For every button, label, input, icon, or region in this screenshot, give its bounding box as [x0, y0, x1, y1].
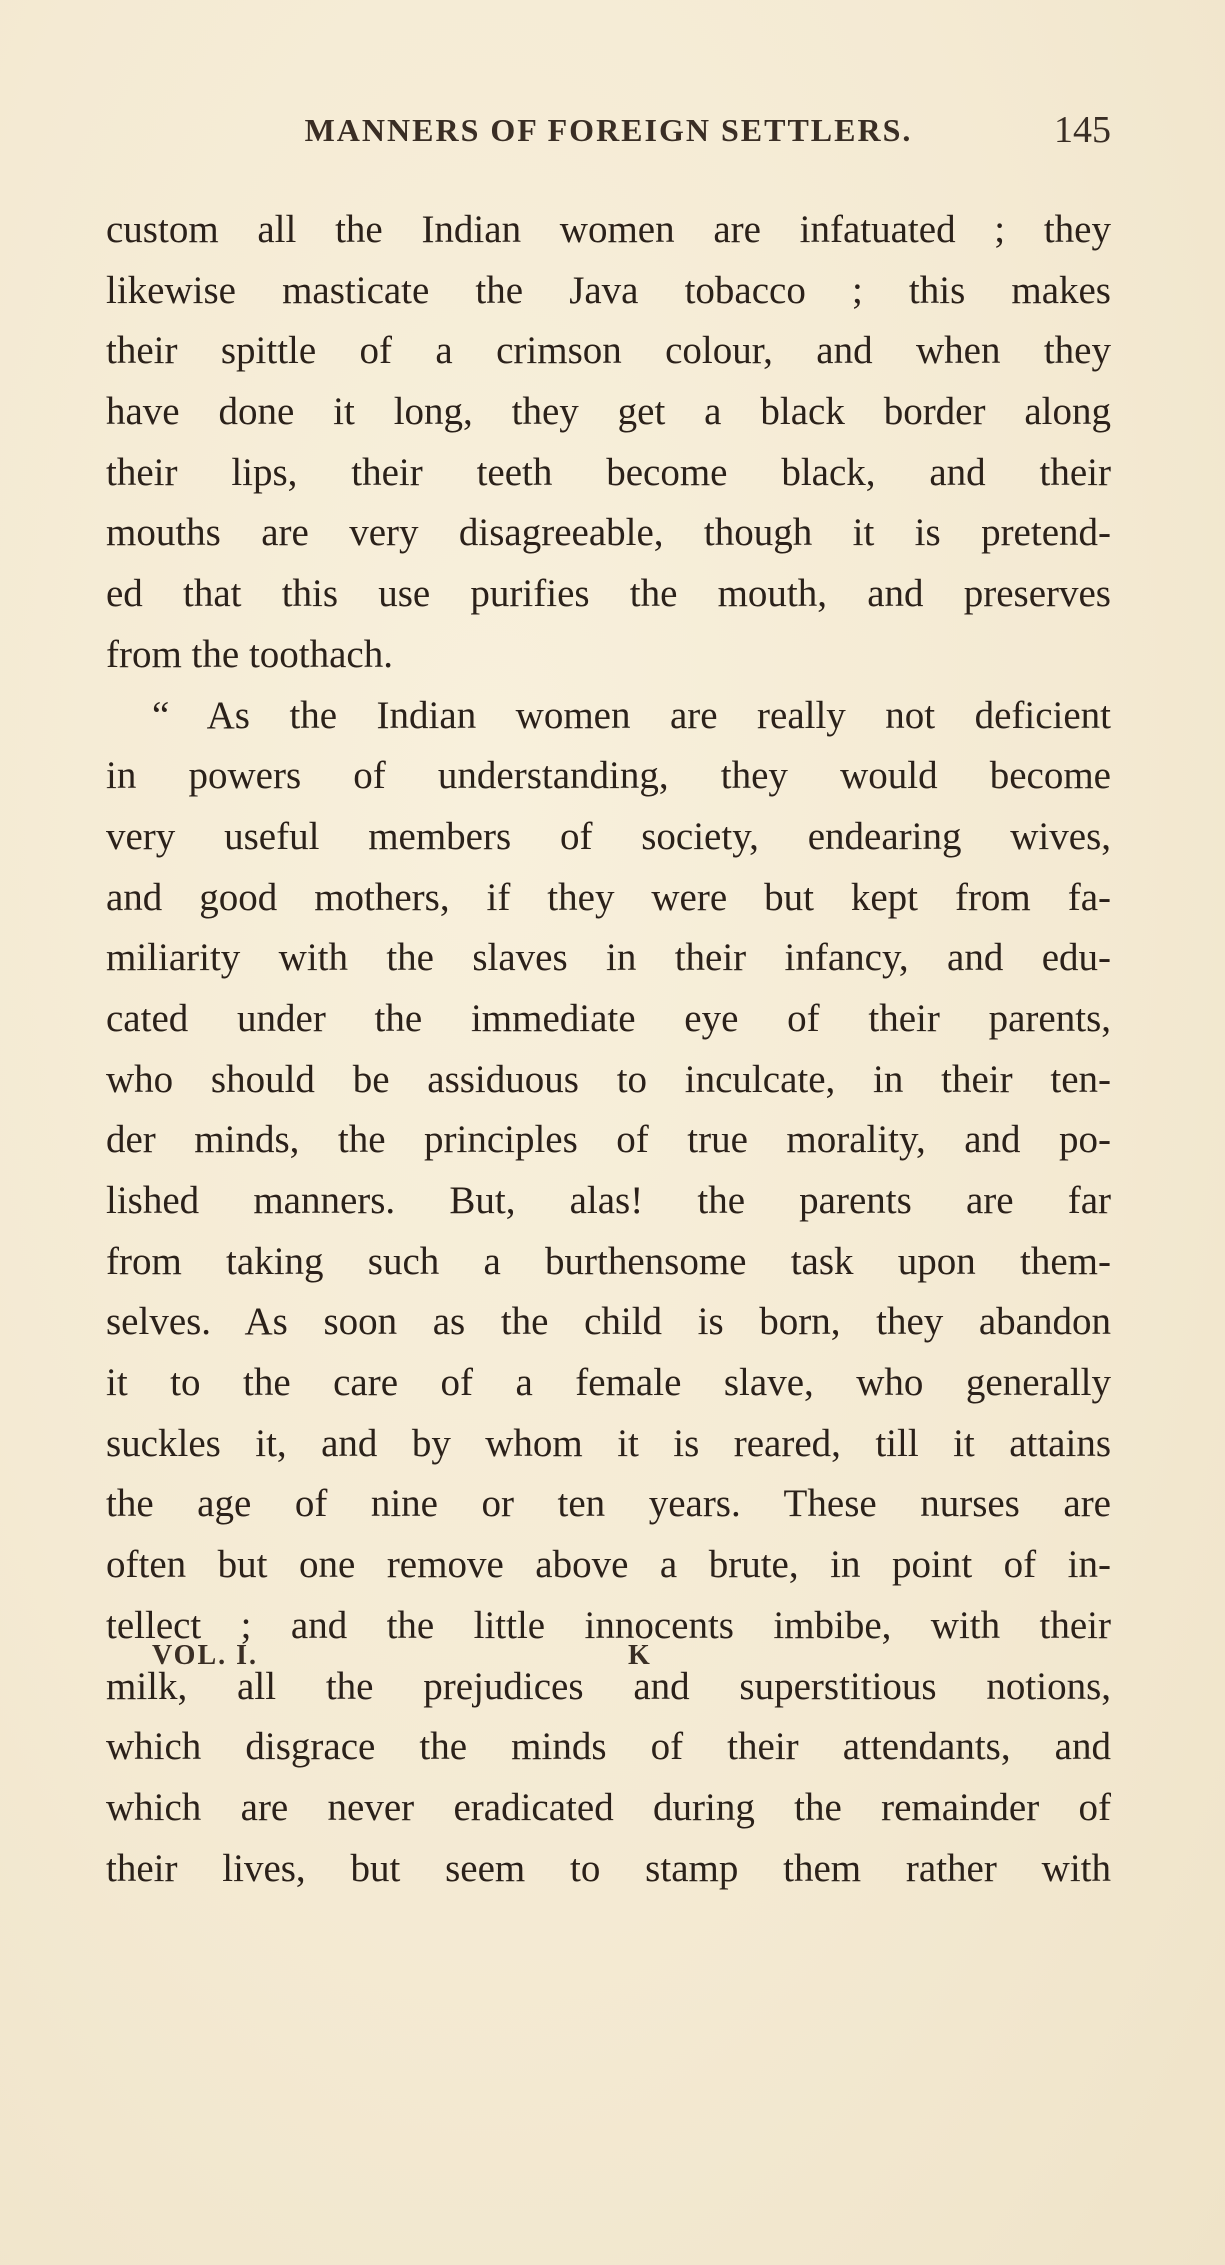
running-head — [106, 109, 1111, 162]
text-line: mouths are very disagreeable, though it is pretend- — [106, 511, 1111, 555]
text-line: which are never eradicated during the remainder of — [106, 1785, 1111, 1829]
text-line: miliarity with the slaves in their infancy, and edu- — [106, 936, 1111, 980]
text-line: have done it long, they get a black border along — [106, 390, 1111, 434]
text-line: suckles it, and by whom it is reared, till it attains — [106, 1421, 1111, 1465]
text-line: often but one remove above a brute, in point of in- — [106, 1543, 1111, 1587]
text-line: their lives, but seem to stamp them rather with — [106, 1846, 1111, 1890]
text-line: very useful members of society, endearing wives, — [106, 814, 1111, 858]
text-line: from the toothach. — [106, 632, 393, 676]
text-line: “ As the Indian women are really not deficient — [152, 693, 1111, 737]
page-number: 145 — [1054, 109, 1111, 151]
text-line: who should be assiduous to inculcate, in their ten- — [106, 1057, 1111, 1101]
text-line: which disgrace the minds of their attendants, and — [106, 1725, 1111, 1769]
text-line: ed that this use purifies the mouth, and preserves — [106, 572, 1111, 616]
text-line: the age of nine or ten years. These nurses are — [106, 1482, 1111, 1526]
text-line: it to the care of a female slave, who generally — [106, 1361, 1111, 1405]
text-line: from taking such a burthensome task upon them- — [106, 1239, 1111, 1283]
text-line: der minds, the principles of true morality, and po- — [106, 1118, 1111, 1162]
text-line: cated under the immediate eye of their parents, — [106, 996, 1111, 1040]
text-line: lished manners. But, alas! the parents are far — [106, 1179, 1111, 1222]
text-line: their spittle of a crimson colour, and when they — [106, 329, 1111, 373]
text-line: custom all the Indian women are infatuated ; they — [106, 208, 1111, 251]
text-line: their lips, their teeth become black, and their — [106, 450, 1111, 494]
page-footer — [152, 1640, 752, 1684]
text-line: tellect ; and the little innocents imbibe, with their — [106, 1603, 1111, 1647]
text-line: likewise masticate the Java tobacco ; this makes — [106, 268, 1111, 312]
volume-label: VOL. I. — [152, 1640, 259, 1671]
running-title: MANNERS OF FOREIGN SETTLERS. — [304, 112, 913, 148]
text-line: selves. As soon as the child is born, they abandon — [106, 1300, 1111, 1344]
text-line: milk, all the prejudices and superstitious notions, — [106, 1664, 1111, 1708]
text-line: in powers of understanding, they would become — [106, 754, 1111, 798]
signature-mark: K — [628, 1640, 652, 1671]
text-line: and good mothers, if they were but kept from fa- — [106, 875, 1111, 919]
